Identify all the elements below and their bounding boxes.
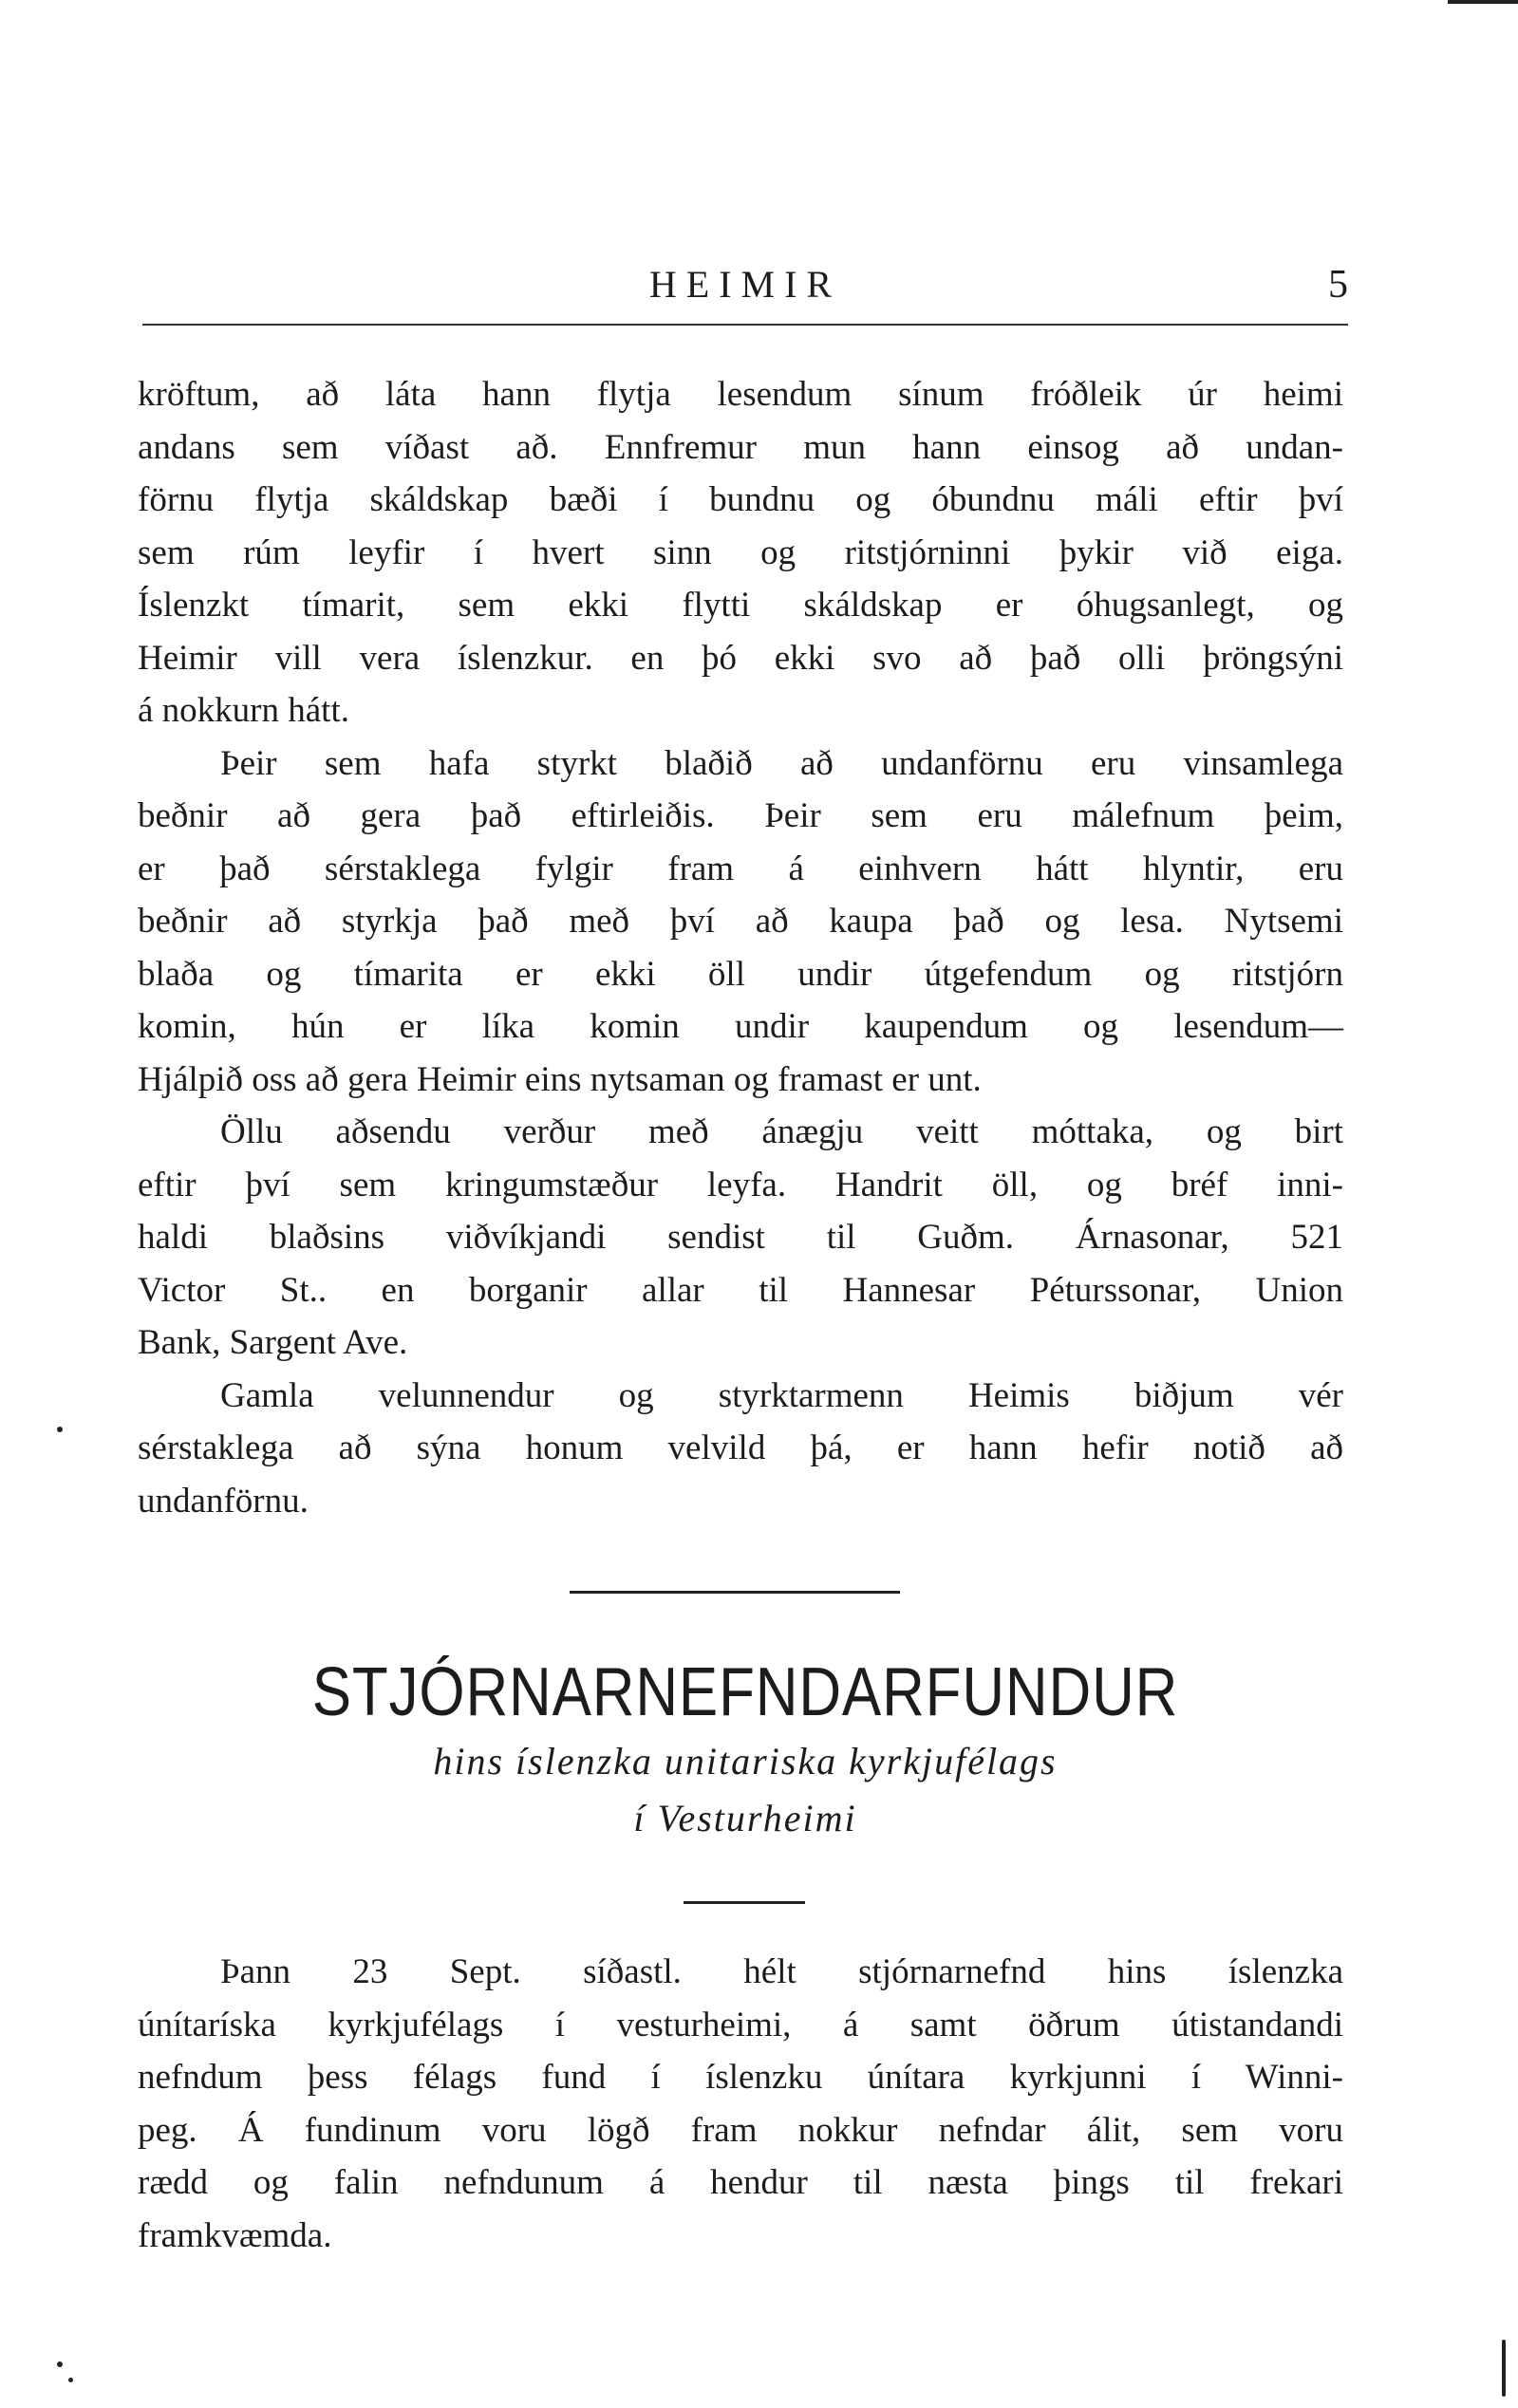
text-line: nefndum þess félags fund í íslenzku únítara kyrkjunni í Winni- [138, 2058, 1343, 2097]
text-line: peg. Á fundinum voru lögð fram nokkur nefndar álit, sem voru [138, 2110, 1343, 2150]
minutes-text [138, 1946, 1343, 2262]
text-line: únítaríska kyrkjufélags í vesturheimi, á samt öðrum útistandandi [138, 2005, 1343, 2044]
paragraph [138, 1946, 1343, 2262]
section-divider-top [570, 1591, 900, 1594]
scan-edge-mark [1448, 0, 1518, 4]
scan-speck [68, 2378, 73, 2382]
text-line: komin, hún er líka komin undir kaupendum og lesendum— [138, 1007, 1343, 1046]
text-line: Victor St.. en borganir allar til Hannesar Péturssonar, Union [138, 1270, 1343, 1310]
text-line: kröftum, að láta hann flytja lesendum sínum fróðleik úr heimi [138, 375, 1343, 414]
section-divider-bottom [684, 1901, 805, 1904]
paragraph [138, 1106, 1343, 1370]
text-line: beðnir að gera það eftirleiðis. Þeir sem eru málefnum þeim, [138, 796, 1343, 835]
paragraph [138, 368, 1343, 737]
text-line: er það sérstaklega fylgir fram á einhvern hátt hlyntir, eru [138, 849, 1343, 888]
scan-speck [57, 1427, 63, 1432]
text-line: eftir því sem kringumstæður leyfa. Handrit öll, og bréf inni- [138, 1165, 1343, 1204]
text-line: sem rúm leyfir í hvert sinn og ritstjórninni þykir við eiga. [138, 532, 1343, 572]
text-line: Heimir vill vera íslenzkur. en þó ekki svo að það olli þröngsýni [138, 638, 1343, 678]
scan-speck [57, 2361, 63, 2367]
text-line: Bank, Sargent Ave. [138, 1323, 408, 1362]
header-rule [142, 324, 1348, 326]
text-line: förnu flytja skáldskap bæði í bundnu og óbundnu máli eftir því [138, 480, 1343, 519]
intro-text [138, 368, 1343, 1527]
text-line: á nokkurn hátt. [138, 691, 349, 730]
text-line: sérstaklega að sýna honum velvild þá, er hann hefir notið að [138, 1428, 1343, 1467]
text-line: Þeir sem hafa styrkt blaðið að undanförnu eru vinsamlega [220, 743, 1343, 783]
page-header [142, 256, 1348, 313]
text-line: beðnir að styrkja það með því að kaupa það og lesa. Nytsemi [138, 902, 1343, 941]
text-line: Íslenzkt tímarit, sem ekki flytti skáldskap er óhugsanlegt, og [138, 586, 1343, 625]
paragraph [138, 737, 1343, 1107]
text-line: undanförnu. [138, 1481, 309, 1521]
text-line: andans sem víðast að. Ennfremur mun hann einsog að undan- [138, 427, 1343, 467]
text-line: blaða og tímarita er ekki öll undir útgefendum og ritstjórn [138, 954, 1343, 994]
text-line: haldi blaðsins viðvíkjandi sendist til Guðm. Árnasonar, 521 [138, 1218, 1343, 1257]
text-line: Hjálpið oss að gera Heimir eins nytsaman og framast er unt. [138, 1059, 982, 1099]
text-line: Þann 23 Sept. síðastl. hélt stjórnarnefnd hins íslenzka [220, 1952, 1343, 1991]
text-line: Gamla velunnendur og styrktarmenn Heimis biðjum vér [220, 1375, 1343, 1415]
text-line: Öllu aðsendu verður með ánægju veitt móttaka, og birt [220, 1112, 1343, 1151]
text-line: framkvæmda. [138, 2215, 332, 2255]
page-number: 5 [1328, 263, 1348, 307]
section-subtitle-line-2: í Vesturheimi [633, 1797, 857, 1839]
scan-edge-mark [1502, 2340, 1506, 2397]
section-title: STJÓRNARNEFNDARFUNDUR [311, 1654, 1179, 1730]
section-subtitle: hins íslenzka unitariska kyrkjufélags [433, 1740, 1058, 1783]
paragraph [138, 1370, 1343, 1528]
running-title: HEIMIR [648, 263, 842, 306]
text-line: rædd og falin nefndunum á hendur til næsta þings til frekari [138, 2163, 1343, 2202]
